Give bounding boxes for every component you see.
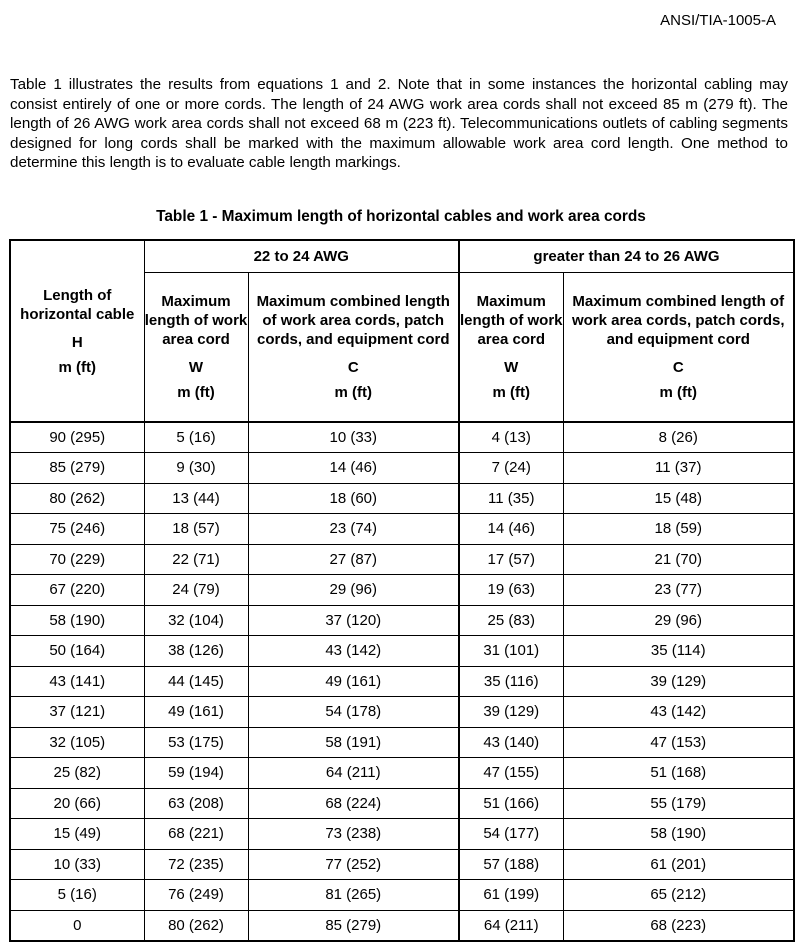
cell-combined-length-22-24: 23 (74)	[248, 514, 459, 545]
cell-combined-length-24-26: 11 (37)	[563, 453, 794, 484]
cell-work-area-cord-24-26: 19 (63)	[459, 575, 563, 606]
header-work-area-cord-24-26	[459, 272, 563, 422]
header-label: Maximum length of work area cord	[460, 293, 563, 348]
header-symbol: W	[504, 359, 519, 376]
table-row	[10, 575, 794, 606]
cell-horizontal-cable: 50 (164)	[10, 636, 144, 667]
cell-work-area-cord-22-24: 80 (262)	[144, 910, 248, 941]
table-row	[10, 849, 794, 880]
cell-combined-length-22-24: 49 (161)	[248, 666, 459, 697]
cell-work-area-cord-22-24: 68 (221)	[144, 819, 248, 850]
header-symbol: H	[71, 333, 83, 351]
cell-work-area-cord-22-24: 13 (44)	[144, 483, 248, 514]
cell-combined-length-24-26: 61 (201)	[563, 849, 794, 880]
cell-work-area-cord-24-26: 54 (177)	[459, 819, 563, 850]
cell-combined-length-24-26: 47 (153)	[563, 727, 794, 758]
cell-horizontal-cable: 10 (33)	[10, 849, 144, 880]
header-combined-length-22-24	[248, 272, 459, 422]
table-row	[10, 483, 794, 514]
header-label: Maximum length of work area cord	[144, 293, 248, 348]
header-unit: m (ft)	[659, 384, 697, 401]
cell-work-area-cord-24-26: 47 (155)	[459, 758, 563, 789]
cell-combined-length-24-26: 29 (96)	[563, 605, 794, 636]
cell-combined-length-24-26: 21 (70)	[563, 544, 794, 575]
header-symbol: W	[188, 359, 204, 376]
cell-combined-length-24-26: 15 (48)	[563, 483, 794, 514]
header-unit: m (ft)	[177, 384, 215, 401]
cell-horizontal-cable: 25 (82)	[10, 758, 144, 789]
cell-work-area-cord-22-24: 63 (208)	[144, 788, 248, 819]
cell-horizontal-cable: 70 (229)	[10, 544, 144, 575]
cell-combined-length-22-24: 77 (252)	[248, 849, 459, 880]
cell-combined-length-22-24: 27 (87)	[248, 544, 459, 575]
header-work-area-cord-22-24	[144, 272, 248, 422]
table-caption: Table 1 - Maximum length of horizontal cables and work area cords	[156, 208, 646, 225]
cell-combined-length-22-24: 81 (265)	[248, 880, 459, 911]
cell-combined-length-24-26: 8 (26)	[563, 422, 794, 453]
group-header-22-24-awg: 22 to 24 AWG	[144, 240, 459, 272]
cell-work-area-cord-22-24: 18 (57)	[144, 514, 248, 545]
cell-combined-length-24-26: 39 (129)	[563, 666, 794, 697]
cell-combined-length-22-24: 64 (211)	[248, 758, 459, 789]
header-label: Maximum combined length of work area cords, patch cords, and equipment cord	[256, 293, 450, 348]
table-row	[10, 453, 794, 484]
cell-work-area-cord-24-26: 35 (116)	[459, 666, 563, 697]
cell-work-area-cord-24-26: 61 (199)	[459, 880, 563, 911]
cell-work-area-cord-24-26: 51 (166)	[459, 788, 563, 819]
cell-work-area-cord-22-24: 76 (249)	[144, 880, 248, 911]
table-row	[10, 819, 794, 850]
cell-combined-length-24-26: 65 (212)	[563, 880, 794, 911]
header-symbol: C	[347, 359, 359, 376]
cell-combined-length-22-24: 73 (238)	[248, 819, 459, 850]
cell-work-area-cord-22-24: 72 (235)	[144, 849, 248, 880]
cell-combined-length-22-24: 29 (96)	[248, 575, 459, 606]
cell-combined-length-24-26: 35 (114)	[563, 636, 794, 667]
cell-combined-length-22-24: 37 (120)	[248, 605, 459, 636]
cell-work-area-cord-24-26: 4 (13)	[459, 422, 563, 453]
cell-horizontal-cable: 5 (16)	[10, 880, 144, 911]
cell-work-area-cord-24-26: 43 (140)	[459, 727, 563, 758]
cell-work-area-cord-24-26: 14 (46)	[459, 514, 563, 545]
cell-combined-length-22-24: 68 (224)	[248, 788, 459, 819]
cell-combined-length-22-24: 14 (46)	[248, 453, 459, 484]
cable-length-table	[9, 239, 795, 942]
cell-work-area-cord-22-24: 22 (71)	[144, 544, 248, 575]
table-row	[10, 727, 794, 758]
cell-work-area-cord-22-24: 38 (126)	[144, 636, 248, 667]
cell-work-area-cord-24-26: 7 (24)	[459, 453, 563, 484]
cell-horizontal-cable: 37 (121)	[10, 697, 144, 728]
cell-horizontal-cable: 58 (190)	[10, 605, 144, 636]
cell-combined-length-22-24: 54 (178)	[248, 697, 459, 728]
cell-horizontal-cable: 67 (220)	[10, 575, 144, 606]
cell-horizontal-cable: 85 (279)	[10, 453, 144, 484]
cell-work-area-cord-24-26: 39 (129)	[459, 697, 563, 728]
cell-combined-length-24-26: 43 (142)	[563, 697, 794, 728]
cell-work-area-cord-22-24: 5 (16)	[144, 422, 248, 453]
header-horizontal-cable	[10, 240, 144, 422]
table-row	[10, 880, 794, 911]
cell-work-area-cord-22-24: 32 (104)	[144, 605, 248, 636]
cell-work-area-cord-24-26: 25 (83)	[459, 605, 563, 636]
intro-paragraph: Table 1 illustrates the results from equations 1 and 2. Note that in some instances the horizontal cabling may consist entirely of one or more cords. The length of 24 AWG work area cords shall not exceed 85 m (279 ft). The length of 26 AWG work area cords shall not exceed 68 m (223 ft). Telecommunications outlets of cabling segments designed for long cords shall be marked with the maximum allowable work area cord length. One method to determine this length is to evaluate cable length markings.	[10, 76, 788, 171]
cell-work-area-cord-24-26: 17 (57)	[459, 544, 563, 575]
cell-horizontal-cable: 15 (49)	[10, 819, 144, 850]
cell-combined-length-24-26: 51 (168)	[563, 758, 794, 789]
cell-combined-length-24-26: 23 (77)	[563, 575, 794, 606]
table-row	[10, 697, 794, 728]
table-row	[10, 636, 794, 667]
table-body	[10, 422, 794, 942]
cell-horizontal-cable: 90 (295)	[10, 422, 144, 453]
table-row	[10, 605, 794, 636]
table-row	[10, 758, 794, 789]
cell-work-area-cord-24-26: 11 (35)	[459, 483, 563, 514]
header-combined-length-24-26	[563, 272, 794, 422]
cell-horizontal-cable: 75 (246)	[10, 514, 144, 545]
cell-work-area-cord-24-26: 64 (211)	[459, 910, 563, 941]
header-label: Length of horizontal cable	[20, 286, 135, 323]
header-symbol: C	[672, 359, 684, 376]
cell-combined-length-22-24: 85 (279)	[248, 910, 459, 941]
header-unit: m (ft)	[492, 384, 530, 401]
cell-work-area-cord-22-24: 9 (30)	[144, 453, 248, 484]
cell-horizontal-cable: 20 (66)	[10, 788, 144, 819]
cell-horizontal-cable: 43 (141)	[10, 666, 144, 697]
table-row	[10, 788, 794, 819]
document-id: ANSI/TIA-1005-A	[660, 12, 776, 29]
cell-combined-length-24-26: 68 (223)	[563, 910, 794, 941]
cell-combined-length-24-26: 55 (179)	[563, 788, 794, 819]
cell-work-area-cord-22-24: 53 (175)	[144, 727, 248, 758]
cell-combined-length-22-24: 58 (191)	[248, 727, 459, 758]
header-unit: m (ft)	[58, 358, 96, 376]
table-row	[10, 514, 794, 545]
cell-combined-length-24-26: 58 (190)	[563, 819, 794, 850]
cell-work-area-cord-22-24: 24 (79)	[144, 575, 248, 606]
table-row	[10, 666, 794, 697]
group-header-24-26-awg: greater than 24 to 26 AWG	[459, 240, 794, 272]
table-row	[10, 910, 794, 941]
header-label: Maximum combined length of work area cords, patch cords, and equipment cord	[571, 293, 785, 348]
cell-combined-length-24-26: 18 (59)	[563, 514, 794, 545]
cell-work-area-cord-22-24: 49 (161)	[144, 697, 248, 728]
header-unit: m (ft)	[334, 384, 372, 401]
cell-work-area-cord-24-26: 31 (101)	[459, 636, 563, 667]
cell-work-area-cord-22-24: 44 (145)	[144, 666, 248, 697]
cell-work-area-cord-22-24: 59 (194)	[144, 758, 248, 789]
cell-combined-length-22-24: 10 (33)	[248, 422, 459, 453]
cell-work-area-cord-24-26: 57 (188)	[459, 849, 563, 880]
cell-horizontal-cable: 32 (105)	[10, 727, 144, 758]
cell-horizontal-cable: 80 (262)	[10, 483, 144, 514]
table-row	[10, 544, 794, 575]
cell-combined-length-22-24: 43 (142)	[248, 636, 459, 667]
table-row	[10, 422, 794, 453]
cell-combined-length-22-24: 18 (60)	[248, 483, 459, 514]
cell-horizontal-cable: 0	[10, 910, 144, 941]
